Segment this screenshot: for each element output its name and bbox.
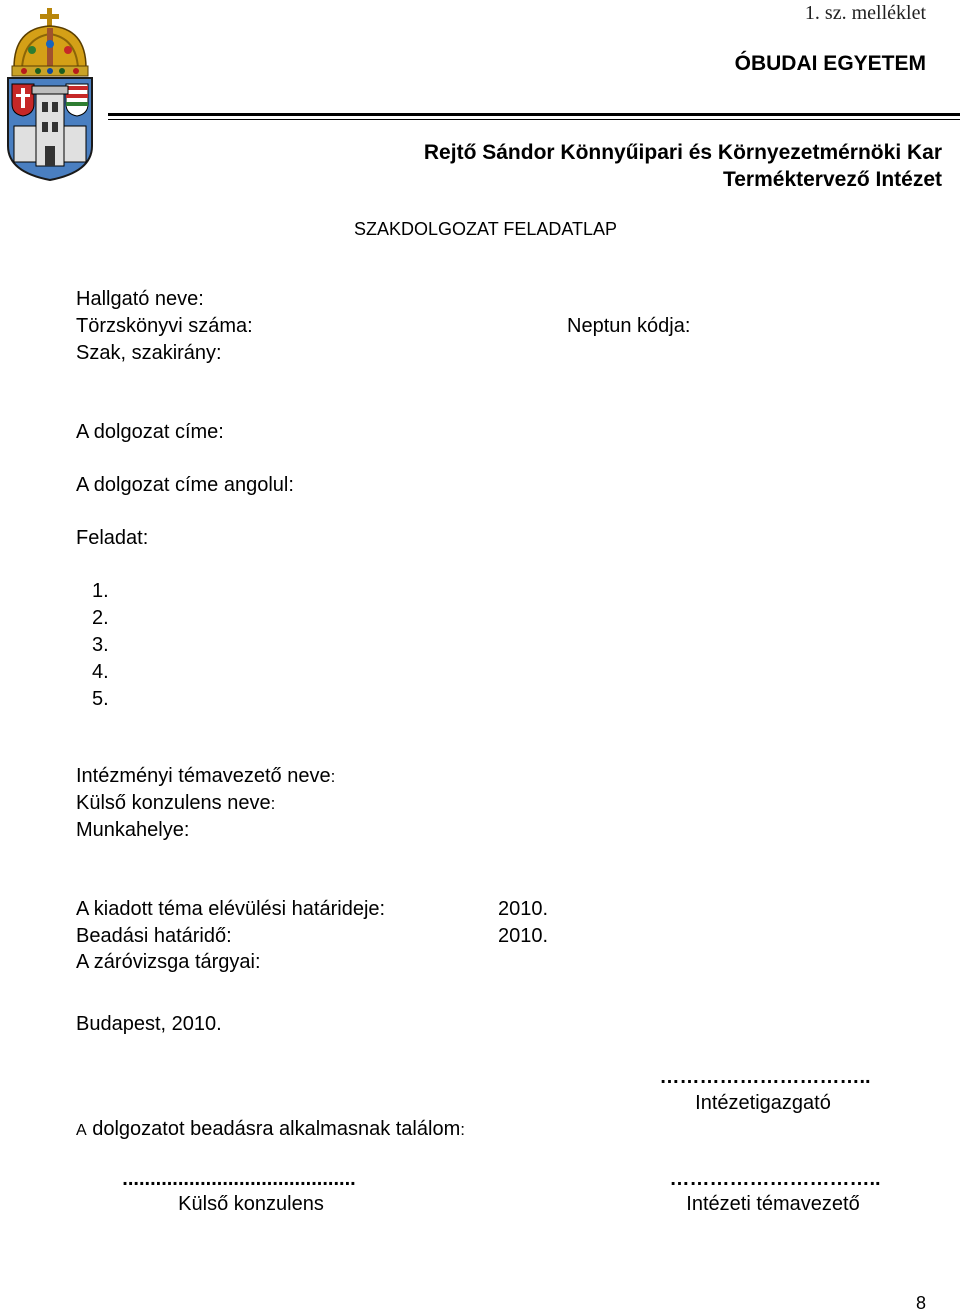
director-title: Intézetigazgató	[695, 1092, 831, 1114]
task-item-3: 3.	[92, 634, 109, 656]
external-consultant-signature-line: ..........................................	[122, 1168, 356, 1190]
approval-prefix: A	[76, 1122, 87, 1139]
submit-deadline-value: 2010.	[498, 925, 549, 947]
university-crest-logo	[4, 6, 96, 182]
internal-supervisor-text: Intézményi témavezető neve	[76, 765, 331, 787]
task-label: Feladat:	[76, 527, 149, 549]
page-number: 8	[915, 1293, 926, 1313]
form-title: SZAKDOLGOZAT FELADATLAP	[354, 219, 618, 239]
register-number-label: Törzskönyvi száma:	[76, 315, 253, 337]
faculty-name: Rejtő Sándor Könnyűipari és Környezetmérnöki Kar	[423, 141, 942, 164]
approval-statement	[76, 1118, 465, 1141]
supervisor-signature-line: …………………………..	[669, 1168, 881, 1190]
final-exam-subjects-label: A záróvizsga tárgyai:	[76, 951, 261, 973]
expiry-deadline-value: 2010.	[498, 898, 549, 920]
place-date: Budapest, 2010.	[76, 1013, 222, 1035]
neptun-code-label: Neptun kódja:	[567, 315, 691, 337]
approval-colon: :	[460, 1120, 465, 1139]
external-consultant-title: Külső konzulens	[178, 1193, 324, 1215]
annex-label: 1. sz. melléklet	[804, 2, 926, 24]
student-name-label: Hallgató neve:	[76, 288, 204, 310]
external-consultant-colon: :	[270, 794, 276, 813]
internal-supervisor-label	[76, 765, 335, 788]
task-item-1: 1.	[92, 580, 109, 602]
major-label: Szak, szakirány:	[76, 342, 222, 364]
submit-deadline-label: Beadási határidő:	[76, 925, 232, 947]
task-item-5: 5.	[92, 688, 109, 710]
task-item-4: 4.	[92, 661, 109, 683]
task-item-2: 2.	[92, 607, 109, 629]
approval-text: dolgozatot beadásra alkalmasnak találom	[86, 1118, 461, 1140]
external-consultant-text: Külső konzulens neve	[76, 792, 271, 814]
thesis-title-en-label: A dolgozat címe angolul:	[76, 474, 294, 496]
institute-name: Terméktervező Intézet	[722, 168, 942, 191]
header-rule-thin	[108, 119, 960, 120]
workplace-label: Munkahelye:	[76, 819, 190, 841]
header-rule-thick	[108, 113, 960, 116]
university-name: ÓBUDAI EGYETEM	[734, 52, 926, 75]
internal-supervisor-colon: :	[330, 767, 336, 786]
director-signature-line: …………………………..	[659, 1066, 871, 1088]
thesis-title-label: A dolgozat címe:	[76, 421, 224, 443]
expiry-deadline-label: A kiadott téma elévülési határideje:	[76, 898, 386, 920]
external-consultant-label	[76, 792, 275, 815]
supervisor-title: Intézeti témavezető	[686, 1193, 860, 1215]
